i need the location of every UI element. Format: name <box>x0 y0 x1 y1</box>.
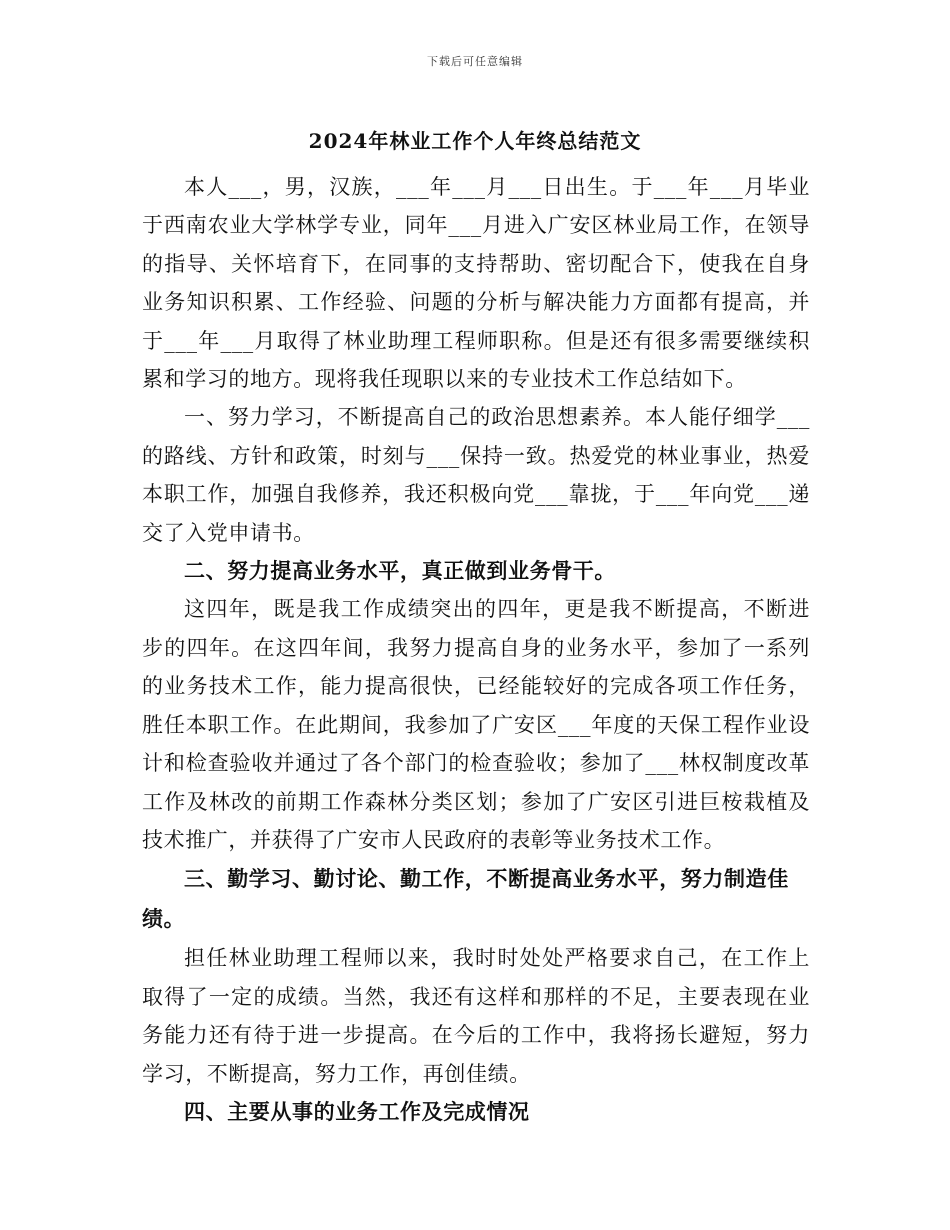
paragraph-section-1: 一、努力学习，不断提高自己的政治思想素养。本人能仔细学___的路线、方针和政策，时刻与___保持一致。热爱党的林业事业，热爱本职工作，加强自我修养，我还积极向党___靠拢，于___年向党___递交了入党申请书。 <box>142 405 810 545</box>
section-heading-4: 四、主要从事的业务工作及完成情况 <box>184 1098 530 1124</box>
section-heading-2: 二、努力提高业务水平，真正做到业务骨干。 <box>184 558 616 584</box>
document-body <box>142 168 810 1131</box>
header-note: 下载后可任意编辑 <box>427 55 523 68</box>
paragraph-section-2: 这四年，既是我工作成绩突出的四年，更是我不断提高，不断进步的四年。在这四年间，我努力提高自身的业务水平，参加了一系列的业务技术工作，能力提高很快，已经能较好的完成各项工作任务，胜任本职工作。在此期间，我参加了广安区___年度的天保工程作业设计和检查验收并通过了各个部门的检查验收；参加了___林权制度改革工作及林改的前期工作森林分类区划；参加了广安区引进巨桉栽植及技术推广，并获得了广安市人民政府的表彰等业务技术工作。 <box>142 597 810 852</box>
section-heading-3: 三、勤学习、勤讨论、勤工作，不断提高业务水平，努力制造佳绩。 <box>142 866 789 932</box>
paragraph-intro: 本人___，男，汉族，___年___月___日出生。于___年___月毕业于西南农业大学林学专业，同年___月进入广安区林业局工作，在领导的指导、关怀培育下，在同事的支持帮助、密切配合下，使我在自身业务知识积累、工作经验、问题的分析与解决能力方面都有提高，并于___年___月取得了林业助理工程师职称。但是还有很多需要继续积累和学习的地方。现将我任现职以来的专业技术工作总结如下。 <box>142 175 810 392</box>
paragraph-section-3: 担任林业助理工程师以来，我时时处处严格要求自己，在工作上取得了一定的成绩。当然，我还有这样和那样的不足，主要表现在业务能力还有待于进一步提高。在今后的工作中，我将扬长避短，努力学习，不断提高，努力工作，再创佳绩。 <box>142 946 810 1086</box>
document-title: 2024年林业工作个人年终总结范文 <box>308 129 642 153</box>
